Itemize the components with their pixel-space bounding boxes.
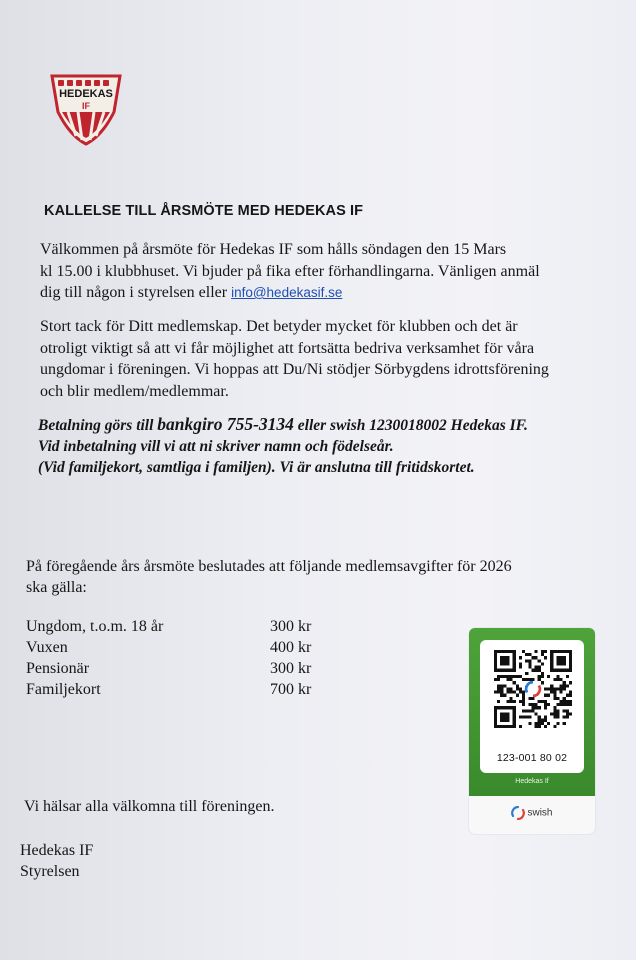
fee-amount: 300 kr (270, 660, 312, 677)
fees-intro-line: På föregående års årsmöte beslutades att följande medlemsavgifter för 2026 (26, 558, 512, 575)
signature (20, 840, 93, 882)
closing-greeting: Vi hälsar alla välkomna till föreningen. (24, 798, 275, 815)
fee-amount: 700 kr (270, 681, 312, 698)
thanks-line: otroligt viktigt så att vi får möjlighet att fortsätta bedriva verksamhet för våra (40, 339, 535, 357)
swish-logo-icon (511, 806, 525, 820)
fee-name: Pensionär (26, 660, 90, 677)
payment-line1-suffix: eller swish 1230018002 Hedekas IF. (293, 417, 528, 434)
fee-amount: 300 kr (270, 618, 312, 635)
qr-code[interactable] (494, 650, 572, 728)
fee-row (26, 658, 326, 679)
thanks-paragraph (40, 316, 600, 402)
swish-payee: Hedekas If (515, 778, 549, 785)
intro-line: kl 15.00 i klubbhuset. Vi bjuder på fika efter förhandlingarna. Vänligen anmäl (40, 262, 540, 280)
thanks-line: Stort tack för Ditt medlemskap. Det betyder mycket för klubben och det är (40, 318, 518, 335)
signature-board: Styrelsen (20, 863, 80, 880)
intro-line: Välkommen på årsmöte för Hedekas IF som hålls söndagen den 15 Mars (40, 241, 507, 258)
fees-intro-line: ska gälla: (26, 579, 87, 596)
club-logo (48, 72, 124, 146)
thanks-line: ungdomar i föreningen. Vi hoppas att Du/Ni stödjer Sörbygdens idrottsförening (40, 361, 549, 378)
fee-amount: 400 kr (270, 639, 312, 656)
intro-line: dig till någon i styrelsen eller (40, 284, 232, 301)
logo-club-name: HEDEKAS (59, 88, 113, 100)
fees-list (26, 616, 326, 700)
swish-brand-label: swish (527, 807, 553, 819)
swish-brand (469, 806, 595, 820)
fees-intro (26, 556, 586, 598)
payment-line2: Vid inbetalning vill vi att ni skriver namn och födelseår. (38, 438, 394, 455)
swish-qr-panel (480, 640, 584, 773)
fee-row (26, 679, 326, 700)
fee-name: Ungdom, t.o.m. 18 år (26, 618, 164, 635)
swish-number: 123-001 80 02 (496, 752, 568, 764)
document-title: KALLELSE TILL ÅRSMÖTE MED HEDEKAS IF (44, 203, 364, 219)
swish-card-header (469, 628, 595, 796)
logo-club-suffix: IF (82, 101, 90, 111)
email-link[interactable]: info@hedekasif.se (231, 285, 343, 300)
thanks-line: och blir medlem/medlemmar. (40, 382, 229, 400)
intro-paragraph (40, 239, 600, 304)
fee-row (26, 637, 326, 658)
payment-line1-prefix: Betalning görs till (38, 417, 158, 434)
fee-name: Familjekort (26, 681, 101, 698)
payment-info (38, 414, 598, 478)
fee-row (26, 616, 326, 637)
signature-org: Hedekas IF (20, 842, 94, 859)
swish-qr-card (469, 628, 595, 834)
payment-line3: (Vid familjekort, samtliga i familjen). Vi är anslutna till fritidskortet. (38, 459, 475, 476)
bankgiro-number: bankgiro 755-3134 (157, 414, 294, 434)
fee-name: Vuxen (26, 639, 68, 656)
